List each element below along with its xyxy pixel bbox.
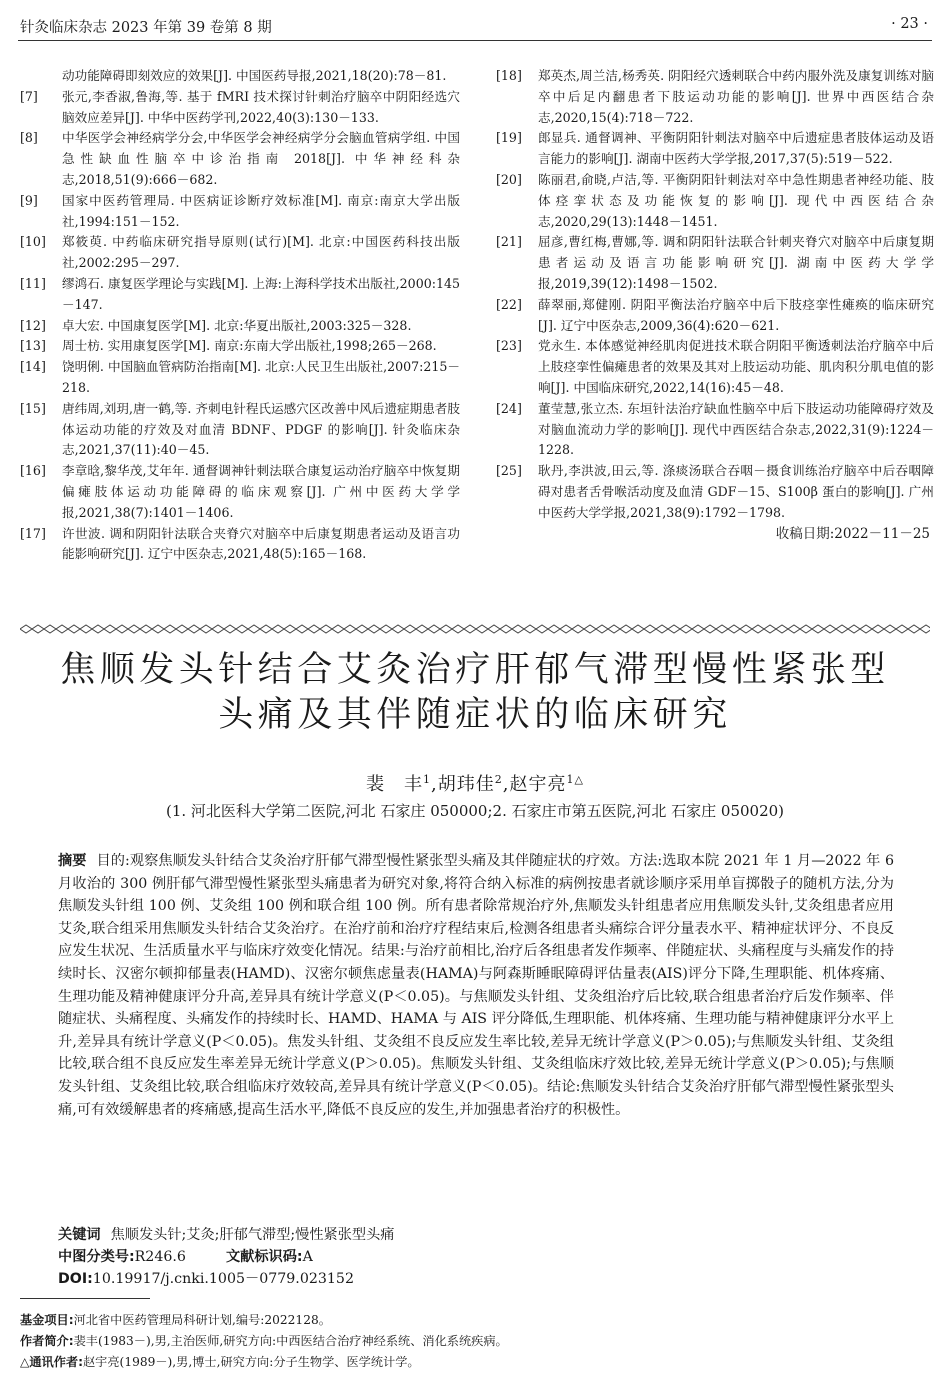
reference-number: [8] xyxy=(20,130,38,146)
reference-number: [9] xyxy=(20,192,38,208)
reference-text: 郑英杰,周兰洁,杨秀英. 阴阳经穴透刺联合中药内服外洗及康复训练对脑卒中后足内翻患者下肢运动功能的影响[J]. 世界中西医结合杂志,2020,15(4):718－722. xyxy=(538,68,934,125)
reference-text: 张元,李香淑,鲁海,等. 基于 fMRI 技术探讨针刺治疗脑卒中阴阳经选穴脑效应差异[J]. 中华中医药学刊,2022,40(3):130－133. xyxy=(62,88,460,125)
reference-number: [11] xyxy=(20,275,46,291)
reference-number: [15] xyxy=(20,400,46,416)
doi-value: 10.19917/j.cnki.1005－0779.023152 xyxy=(92,1271,354,1287)
reference-text: 卓大宏. 中国康复医学[M]. 北京:华夏出版社,2003:325－328. xyxy=(62,317,412,333)
affiliations: (1. 河北医科大学第二医院,河北 石家庄 050000;2. 石家庄市第五医院,河北 石家庄 050020) xyxy=(165,802,785,820)
reference-item xyxy=(20,232,460,274)
reference-text: 周士枋. 实用康复医学[M]. 南京:东南大学出版社,1998;265－268. xyxy=(62,338,437,354)
reference-item xyxy=(20,357,460,399)
reference-text: 李章晗,黎华茂,艾年年. 通督调神针刺法联合康复运动治疗脑卒中恢复期偏瘫肢体运动功能障碍的临床观察[J]. 广州中医药大学学报,2021,38(7):1401－1406. xyxy=(62,463,460,520)
author-1: 裴 丰 xyxy=(366,774,424,795)
reference-number: [19] xyxy=(496,130,522,146)
reference-number: [16] xyxy=(20,463,46,479)
author-2: ,胡玮佳 xyxy=(431,774,495,795)
abstract xyxy=(58,850,894,1121)
reference-text: 薛翠丽,郑健刚. 阴阳平衡法治疗脑卒中后下肢痉挛性瘫痪的临床研究[J]. 辽宁中医杂志,2009,36(4):620－621. xyxy=(538,296,934,333)
doi xyxy=(58,1268,354,1290)
reference-item xyxy=(496,66,934,128)
author-note xyxy=(20,1331,508,1352)
title-line-2: 头痛及其伴随症状的临床研究 xyxy=(218,695,732,735)
reference-number: [25] xyxy=(496,463,522,479)
received-date: 收稿日期:2022－11－25 xyxy=(775,525,930,542)
reference-number: [22] xyxy=(496,296,522,312)
reference-number: [17] xyxy=(20,525,46,541)
reference-item xyxy=(496,336,934,398)
reference-number: [21] xyxy=(496,234,522,250)
reference-item xyxy=(20,461,460,523)
doccode-label: 文献标识码: xyxy=(225,1249,303,1265)
reference-item xyxy=(496,170,934,232)
reference-number: [13] xyxy=(20,338,46,354)
fund-text: 河北省中医药管理局科研计划,编号:2022128。 xyxy=(73,1313,331,1327)
author-2-mark: 2 xyxy=(494,773,503,786)
corresponding-note xyxy=(20,1352,508,1373)
references-right-column xyxy=(496,66,934,544)
reference-number: [7] xyxy=(20,88,38,104)
references-left-column xyxy=(20,66,460,565)
reference-text: 郎显兵. 通督调神、平衡阴阳针刺法对脑卒中后遗症患者肢体运动及语言能力的影响[J]. 湖南中医药大学学报,2017,37(5):519－522. xyxy=(538,130,934,167)
abstract-label: 摘要 xyxy=(58,853,87,869)
reference-text: 唐纬周,刘玥,唐一鹤,等. 齐刺电针程氏运感穴区改善中风后遗症期患者肢体运动功能的疗效及对血清 BDNF、PDGF 的影响[J]. 针灸临床杂志,2021,37(11):40－45. xyxy=(62,400,460,458)
reference-text: 国家中医药管理局. 中医病证诊断疗效标准[M]. 南京:南京大学出版社,1994:151－152. xyxy=(62,192,460,229)
reference-item xyxy=(20,128,460,190)
author-list xyxy=(0,770,950,796)
abstract-text: 目的:观察焦顺发头针结合艾灸治疗肝郁气滞型慢性紧张型头痛及其伴随症状的疗效。方法:选取本院 2021 年 1 月—2022 年 6 月收治的 300 例肝郁气滞型慢性紧张型头痛患者为研究对象,将符合纳入标准的病例按患者就诊顺序采用单盲掷骰子的随机方法,分为焦顺发头针组 100 例、艾灸组 100 例和联合组 100 例。所有患者除常规治疗外,焦顺发头针组患者应用焦顺发头针,艾灸组患者应用艾灸,联合组采用焦顺发头针结合艾灸治疗。在治疗前和治疗疗程结束后,检测各组患者头痛综合评分量表水平、精神症状评分、不良反应发生状况、生活质量水平与临床疗效变化情况。结果:与治疗前相比,治疗后各组患者发作频率、伴随症状、头痛程度与头痛发作的持续时长、汉密尔顿抑郁量表(HAMD)、汉密尔顿焦虑量表(HAMA)与阿森斯睡眠障碍评估量表(AIS)评分下降,生理职能、机体疼痛、生理功能及精神健康评分升高,差异具有统计学意义(P＜0.05)。与焦顺发头针组、艾灸组治疗后比较,联合组患者治疗后发作频率、伴随症状、头痛程度、头痛发作的持续时长、HAMD、HAMA 与 AIS 评分降低,生理职能、机体疼痛、生理功能与精神健康评分水平上升,差异具有统计学意义(P＜0.05)。焦发头针组、艾灸组不良反应发生率比较,差异无统计学意义(P＞0.05);与焦顺发头针组、艾灸组比较,联合组不良反应发生率差异无统计学意义(P＞0.05)。焦顺发头针组、艾灸组临床疗效比较,差异无统计学意义(P＞0.05);与焦顺发头针组、艾灸组比较,联合组临床疗效较高,差异具有统计学意义(P＜0.05)。结论:焦顺发头针结合艾灸治疗肝郁气滞型慢性紧张型头痛,可有效缓解患者的疼痛感,提高生活水平,降低不良反应的发生,并加强患者治疗的积极性。 xyxy=(58,853,894,1118)
reference-item xyxy=(496,399,934,461)
title-line-1: 焦顺发头针结合艾灸治疗肝郁气滞型慢性紧张型 xyxy=(60,650,890,690)
footnote-rule xyxy=(20,1298,150,1299)
keywords xyxy=(58,1224,394,1246)
reference-number: [24] xyxy=(496,400,522,416)
reference-item xyxy=(20,336,460,357)
reference-text: 耿丹,李洪波,田云,等. 涤痰汤联合吞咽－摄食训练治疗脑卒中后吞咽障碍对患者舌骨喉活动度及血清 GDF－15、S100β 蛋白的影响[J]. 广州中医药大学学报,2021,38(9):1792－1798. xyxy=(538,463,934,520)
classification xyxy=(58,1246,313,1268)
clc-label: 中图分类号: xyxy=(58,1249,135,1265)
reference-number: [14] xyxy=(20,359,46,375)
reference-item xyxy=(20,399,460,461)
doccode-value: A xyxy=(302,1249,313,1265)
reference-item xyxy=(496,295,934,337)
reference-text: 饶明俐. 中国脑血管病防治指南[M]. 北京:人民卫生出版社,2007:215－218. xyxy=(62,359,460,395)
clc-value: R246.6 xyxy=(134,1249,186,1265)
reference-text: 动功能障碍即刻效应的效果[J]. 中国医药导报,2021,18(20):78－81. xyxy=(62,68,447,83)
reference-item xyxy=(20,524,460,566)
reference-item xyxy=(20,316,460,337)
article-title xyxy=(10,648,940,738)
reference-text: 董莹慧,张立杰. 东垣针法治疗缺血性脑卒中后下肢运动功能障碍疗效及对脑血流动力学的影响[J]. 现代中西医结合杂志,2022,31(9):1224－1228. xyxy=(538,400,934,458)
reference-item xyxy=(20,87,460,129)
author-bio-label: 作者简介: xyxy=(20,1334,74,1348)
reference-item xyxy=(496,128,934,170)
journal-info: 针灸临床杂志 2023 年第 39 卷第 8 期 xyxy=(20,20,272,36)
footnotes xyxy=(20,1310,508,1373)
reference-text: 郑筱萸. 中药临床研究指导原则(试行)[M]. 北京:中国医药科技出版社,2002:295－297. xyxy=(62,234,460,271)
reference-text: 许世波. 调和阴阳针法联合夹脊穴对脑卒中后康复期患者运动及语言功能影响研究[J]. 辽宁中医杂志,2021,48(5):165－168. xyxy=(62,525,460,562)
reference-text: 缪鸿石. 康复医学理论与实践[M]. 上海:上海科学技术出版社,2000:145－147. xyxy=(62,275,460,312)
running-header xyxy=(18,12,932,41)
reference-number: [20] xyxy=(496,171,522,187)
author-3-mark: 1△ xyxy=(566,773,584,786)
reference-item xyxy=(20,274,460,316)
keywords-text: 焦顺发头针;艾灸;肝郁气滞型;慢性紧张型头痛 xyxy=(110,1227,395,1243)
reference-text: 中华医学会神经病学分会,中华医学会神经病学分会脑血管病学组. 中国急性缺血性脑卒中诊治指南 2018[J]. 中华神经科杂志,2018,51(9):666－682. xyxy=(62,130,460,187)
reference-text: 陈丽君,俞晓,卢洁,等. 平衡阴阳针刺法对卒中急性期患者神经功能、肢体痉挛状态及功能恢复的影响[J]. 现代中西医结合杂志,2020,29(13):1448－1451. xyxy=(538,171,934,229)
doi-label: DOI: xyxy=(58,1271,93,1287)
corresponding-text: 赵宇亮(1989－),男,博士,研究方向:分子生物学、医学统计学。 xyxy=(83,1355,420,1369)
reference-number: [12] xyxy=(20,317,46,333)
keywords-label: 关键词 xyxy=(58,1227,101,1243)
reference-text: 党永生. 本体感觉神经肌肉促进技术联合阴阳平衡透刺法治疗脑卒中后上肢痉挛性偏瘫患者的效果及其对上肢运动功能、肌肉积分肌电值的影响[J]. 中国临床研究,2022,14(16):45－48. xyxy=(538,338,934,395)
page-number: · 23 · xyxy=(891,16,928,32)
reference-number: [23] xyxy=(496,338,522,354)
author-3: ,赵宇亮 xyxy=(502,774,567,795)
corresponding-label: △通讯作者: xyxy=(20,1355,83,1369)
reference-text: 屈彦,曹红梅,曹娜,等. 调和阴阳针法联合针刺夹脊穴对脑卒中后康复期患者运动及语言功能影响研究[J]. 湖南中医药大学学报,2019,39(12):1498－1502. xyxy=(538,234,934,291)
reference-item xyxy=(20,66,460,87)
fund-label: 基金项目: xyxy=(20,1313,74,1327)
author-1-mark: 1 xyxy=(423,773,432,786)
reference-number: [10] xyxy=(20,234,46,250)
reference-item xyxy=(496,461,934,523)
section-divider xyxy=(20,624,930,634)
reference-item xyxy=(496,232,934,294)
fund-note xyxy=(20,1310,508,1331)
reference-number: [18] xyxy=(496,68,522,83)
author-bio-text: 裴丰(1983－),男,主治医师,研究方向:中西医结合治疗神经系统、消化系统疾病。 xyxy=(73,1334,508,1348)
reference-item xyxy=(20,191,460,233)
